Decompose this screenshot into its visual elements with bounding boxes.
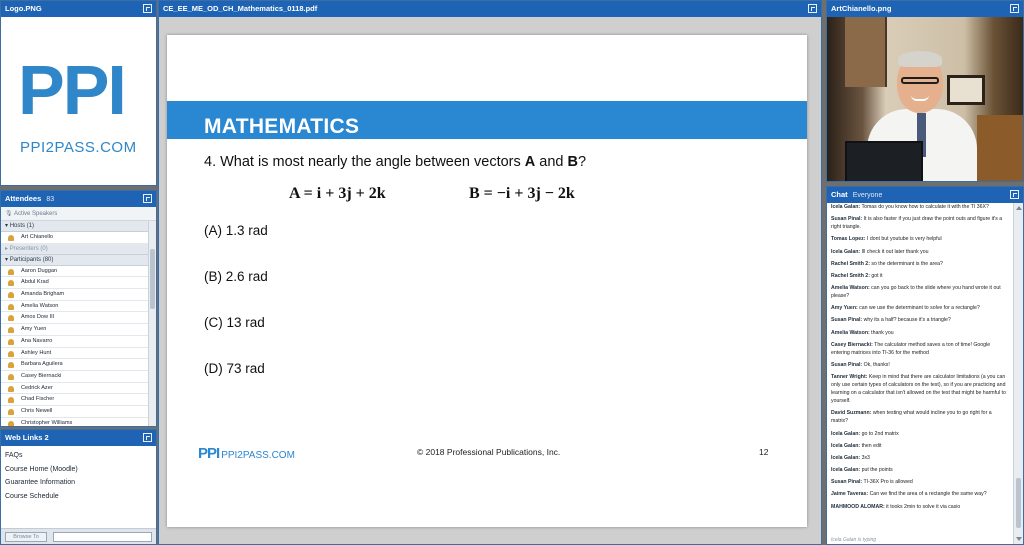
chat-text: Tomas do you know how to calculate it with the TI 36X? (861, 204, 989, 210)
list-item[interactable] (1, 336, 148, 348)
logo-pod (0, 0, 157, 186)
chat-scrollbar[interactable] (1013, 203, 1023, 544)
weblinks-pod (0, 429, 157, 545)
attendee-name: Casey Biernacki (21, 372, 62, 379)
attendee-name: Amanda Brigham (21, 291, 65, 298)
ppi-logo-sub: PPI2PASS.COM (20, 139, 137, 156)
list-item[interactable] (1, 383, 148, 395)
person-icon (8, 339, 14, 345)
chat-text: It is also faster if you just draw the point outs and figure it's a right triangle. (831, 216, 1003, 231)
chat-sender: Icela Galan: (831, 248, 861, 255)
attendees-count: 83 (46, 196, 55, 203)
browse-url-field[interactable] (53, 532, 152, 542)
slide-question (204, 154, 586, 170)
chat-sender: Susan Pinal: (831, 361, 863, 368)
attendee-name: Christopher Williams (21, 419, 73, 426)
vector-a-label: A (524, 154, 536, 170)
list-item[interactable] (1, 289, 148, 301)
chat-text: why its a half? because it's a triangle? (863, 317, 951, 324)
attendee-name: Ashley Hunt (21, 349, 52, 356)
chat-messages[interactable] (827, 203, 1013, 544)
chat-message (831, 235, 1010, 243)
chat-sender: Casey Biernacki: (831, 341, 873, 348)
participants-group-header[interactable]: ▾ Participants (80) (1, 255, 148, 266)
equation-b (469, 185, 575, 203)
equation-a-text: A = i + 3j + 2k (289, 185, 386, 202)
weblinks-title-text: Web Links 2 (5, 433, 49, 442)
camera-pod-title-text: ArtChianello.png (831, 4, 892, 13)
chat-text: 3x3 (861, 454, 870, 461)
scroll-down-icon[interactable] (1016, 537, 1022, 541)
chat-text: Can we find the area of a rectangle the same way? (869, 491, 987, 498)
active-speakers-label: Active Speakers (13, 211, 58, 217)
person-icon (8, 374, 14, 380)
answer-choice-a: (A) 1.3 rad (204, 223, 268, 238)
chat-message (831, 478, 1010, 486)
chat-message (831, 409, 1010, 425)
chat-text: when testing what would incline you to go right for a matrix? (831, 410, 992, 425)
chat-message (831, 248, 1010, 256)
scrollbar-thumb[interactable] (1016, 478, 1021, 528)
question-suffix: ? (578, 154, 587, 170)
chat-sender: Susan Pinal: (831, 317, 863, 324)
chat-sender: MAHMOOD ALOMAR: (831, 503, 885, 510)
share-pod (158, 0, 822, 545)
person-icon (8, 304, 14, 310)
person-icon (8, 327, 14, 333)
chat-pod-title[interactable] (827, 187, 1023, 203)
chat-sender: Icela Galan: (831, 467, 861, 474)
presentation-slide (167, 35, 807, 527)
list-item[interactable] (1, 301, 148, 313)
chat-message (831, 260, 1010, 268)
chat-message (831, 503, 1010, 511)
chat-title-text: Chat (831, 190, 848, 199)
attendee-name: Barbara Aguilera (21, 361, 63, 368)
attendees-title-text: Attendees (5, 194, 42, 203)
person-icon (8, 397, 14, 403)
attendee-name: Amelia Watson (21, 302, 59, 309)
person-icon (8, 235, 14, 241)
chat-sender: David Suzmann: (831, 410, 872, 417)
answer-choice-c: (C) 13 rad (204, 315, 265, 330)
chat-text: it tooks 2min to solve it via casio (886, 503, 961, 510)
presenters-group-header[interactable]: ▸ Presenters (0) (1, 244, 148, 255)
chat-text: go to 2nd matrix (861, 430, 899, 437)
ppi-logo (1, 17, 156, 185)
scrollbar-thumb[interactable] (150, 249, 155, 309)
chat-text: can we use the determinant to solve for a rectangle? (859, 305, 980, 312)
hosts-group-header[interactable]: ▾ Hosts (1) (1, 221, 148, 232)
chat-text: The calculator method saves a ton of time! Google entering matrices into TI-36 for the method (831, 341, 991, 356)
attendee-name: Cedrick Azer (21, 384, 53, 391)
chat-text: got it (871, 272, 883, 279)
chat-text: TI-36X Pro is allowed (863, 479, 913, 486)
chat-sender: Icela Galan: (831, 204, 861, 210)
attendees-pod (0, 190, 157, 427)
attendee-name: Ana Navarro (21, 337, 53, 344)
chat-message (831, 329, 1010, 337)
person-icon (8, 269, 14, 275)
chat-message (831, 454, 1010, 462)
chat-sender: Susan Pinal: (831, 216, 863, 223)
person-icon (8, 351, 14, 357)
person-icon (8, 409, 14, 415)
attendee-scrollbar[interactable] (148, 221, 156, 426)
chat-sender: Jaime Taveras: (831, 491, 869, 498)
chat-message (831, 341, 1010, 357)
person-icon (8, 421, 14, 426)
microphone-icon: 🎙 (5, 211, 13, 217)
weblinks-pod-title[interactable] (1, 430, 156, 446)
chat-text: then edit (861, 442, 882, 449)
attendee-name: Amos Dow III (21, 314, 55, 321)
chat-sender: Amelia Watson: (831, 329, 870, 336)
pod-maximize-icon[interactable] (808, 4, 817, 13)
answer-choice-b: (B) 2.6 rad (204, 269, 268, 284)
chat-text: Ill check it out later thank you (861, 248, 929, 255)
attendee-name: Abdul Krad (21, 279, 49, 286)
pod-maximize-icon[interactable] (143, 4, 152, 13)
chat-sender: Icela Galan: (831, 430, 861, 437)
chat-message (831, 284, 1010, 300)
question-and: and (535, 154, 568, 170)
logo-pod-title[interactable] (1, 1, 156, 17)
list-item[interactable] (1, 371, 148, 383)
chat-message (831, 361, 1010, 369)
chat-message (831, 466, 1010, 474)
chat-text: Keep in mind that there are calculator limitations (a you can only use certain types of calculators on the test), so if you are practicing and learning on a calculator that isn't allowed on the test that might be harmful to yourself. (831, 374, 1006, 405)
chat-pod (826, 186, 1024, 545)
chat-message (831, 430, 1010, 438)
chat-sender: Amelia Watson: (831, 285, 870, 291)
chat-sender: Icela Galan: (831, 454, 861, 461)
list-item[interactable] (1, 277, 148, 289)
hosts-group-label: Hosts (1) (9, 223, 35, 229)
pod-maximize-icon[interactable] (143, 433, 152, 442)
person-icon (8, 280, 14, 286)
participants-group-label: Participants (80) (9, 256, 54, 263)
list-item[interactable] (1, 266, 148, 278)
list-item[interactable] (1, 359, 148, 371)
chat-message (831, 203, 1010, 211)
person-icon (8, 362, 14, 368)
attendee-name: Chad Fischer (21, 396, 55, 403)
presenters-group-label: Presenters (0) (9, 245, 48, 252)
list-item[interactable] (1, 312, 148, 324)
chat-sender: Rachel Smith 2: (831, 272, 870, 279)
chat-text: can you go back to the slide where you hand wrote it out please? (831, 285, 1001, 300)
list-item[interactable] (1, 406, 148, 418)
chat-message (831, 215, 1010, 231)
camera-pod (826, 0, 1024, 182)
list-item[interactable] (1, 324, 148, 336)
chat-text: so the determinant is the area? (871, 260, 943, 267)
weblink-course-schedule[interactable]: Course Schedule (5, 492, 59, 500)
chat-message (831, 442, 1010, 450)
person-icon (8, 315, 14, 321)
attendee-list[interactable] (1, 221, 148, 426)
weblinks-list (1, 446, 156, 503)
list-item[interactable] (1, 232, 148, 244)
slide-copyright: © 2018 Professional Publications, Inc. (417, 447, 561, 457)
footer-logo-text: PPI (198, 445, 220, 462)
weblink-faqs[interactable]: FAQs (5, 452, 23, 459)
chat-message (831, 490, 1010, 498)
vector-b-label: B (567, 154, 578, 170)
slide-page-number: 12 (759, 447, 769, 457)
chat-audience: Everyone (852, 192, 883, 199)
weblink-course-home[interactable]: Course Home (Moodle) (5, 465, 78, 473)
chat-text: I dont but youtube is very helpful (866, 236, 942, 243)
chat-message (831, 373, 1010, 405)
list-item[interactable] (1, 394, 148, 406)
camera-pod-title[interactable] (827, 1, 1023, 17)
answer-choice-d: (D) 73 rad (204, 361, 265, 376)
equation-a (289, 185, 386, 203)
chat-text: thank you (871, 329, 894, 336)
attendee-name: Aaron Duggan (21, 267, 58, 274)
pod-maximize-icon[interactable] (143, 194, 152, 203)
scroll-up-icon[interactable] (1016, 206, 1022, 210)
attendee-name: Chris Newell (21, 407, 53, 414)
chat-typing-status: Icela Galan is typing (831, 537, 877, 543)
attendee-name: Amy Yuen (21, 326, 47, 333)
pod-maximize-icon[interactable] (1010, 190, 1019, 199)
chat-text: Ok, thanks! (863, 361, 890, 368)
chat-message (831, 316, 1010, 324)
active-speakers-bar (1, 207, 156, 221)
chat-sender: Icela Galan: (831, 442, 861, 449)
attendees-pod-title[interactable] (1, 191, 156, 207)
logo-pod-title-text: Logo.PNG (5, 4, 42, 13)
presenter-photo (827, 17, 1023, 181)
chat-sender: Amy Yuen: (831, 305, 858, 312)
weblink-guarantee[interactable]: Guarantee Information (5, 479, 76, 486)
chat-sender: Tomas Lopez: (831, 236, 866, 243)
person-icon (8, 292, 14, 298)
list-item[interactable] (1, 348, 148, 360)
share-pod-title-text: CE_EE_ME_OD_CH_Mathematics_0118.pdf (163, 4, 318, 13)
browse-bar (1, 528, 156, 544)
list-item[interactable] (1, 418, 148, 426)
chat-sender: Rachel Smith 2: (831, 260, 870, 267)
chat-sender: Tanner Wright: (831, 374, 868, 381)
chat-text: put the points (861, 467, 893, 474)
chat-message (831, 304, 1010, 312)
person-icon (8, 386, 14, 392)
pod-maximize-icon[interactable] (1010, 4, 1019, 13)
share-pod-title[interactable] (159, 1, 821, 17)
footer-logo-site: PPI2PASS.COM (221, 450, 295, 461)
chat-message (831, 272, 1010, 280)
equation-b-text: B = −i + 3j − 2k (469, 185, 575, 202)
ppi-logo-text: PPI (18, 51, 125, 129)
slide-heading: MATHEMATICS (204, 115, 360, 138)
question-prefix: 4. What is most nearly the angle between vectors (204, 154, 525, 170)
browse-to-button[interactable]: Browse To (5, 532, 47, 542)
slide-footer-logo (198, 445, 295, 463)
attendee-name: Art Chianello (21, 234, 54, 240)
chat-sender: Susan Pinal: (831, 479, 863, 486)
